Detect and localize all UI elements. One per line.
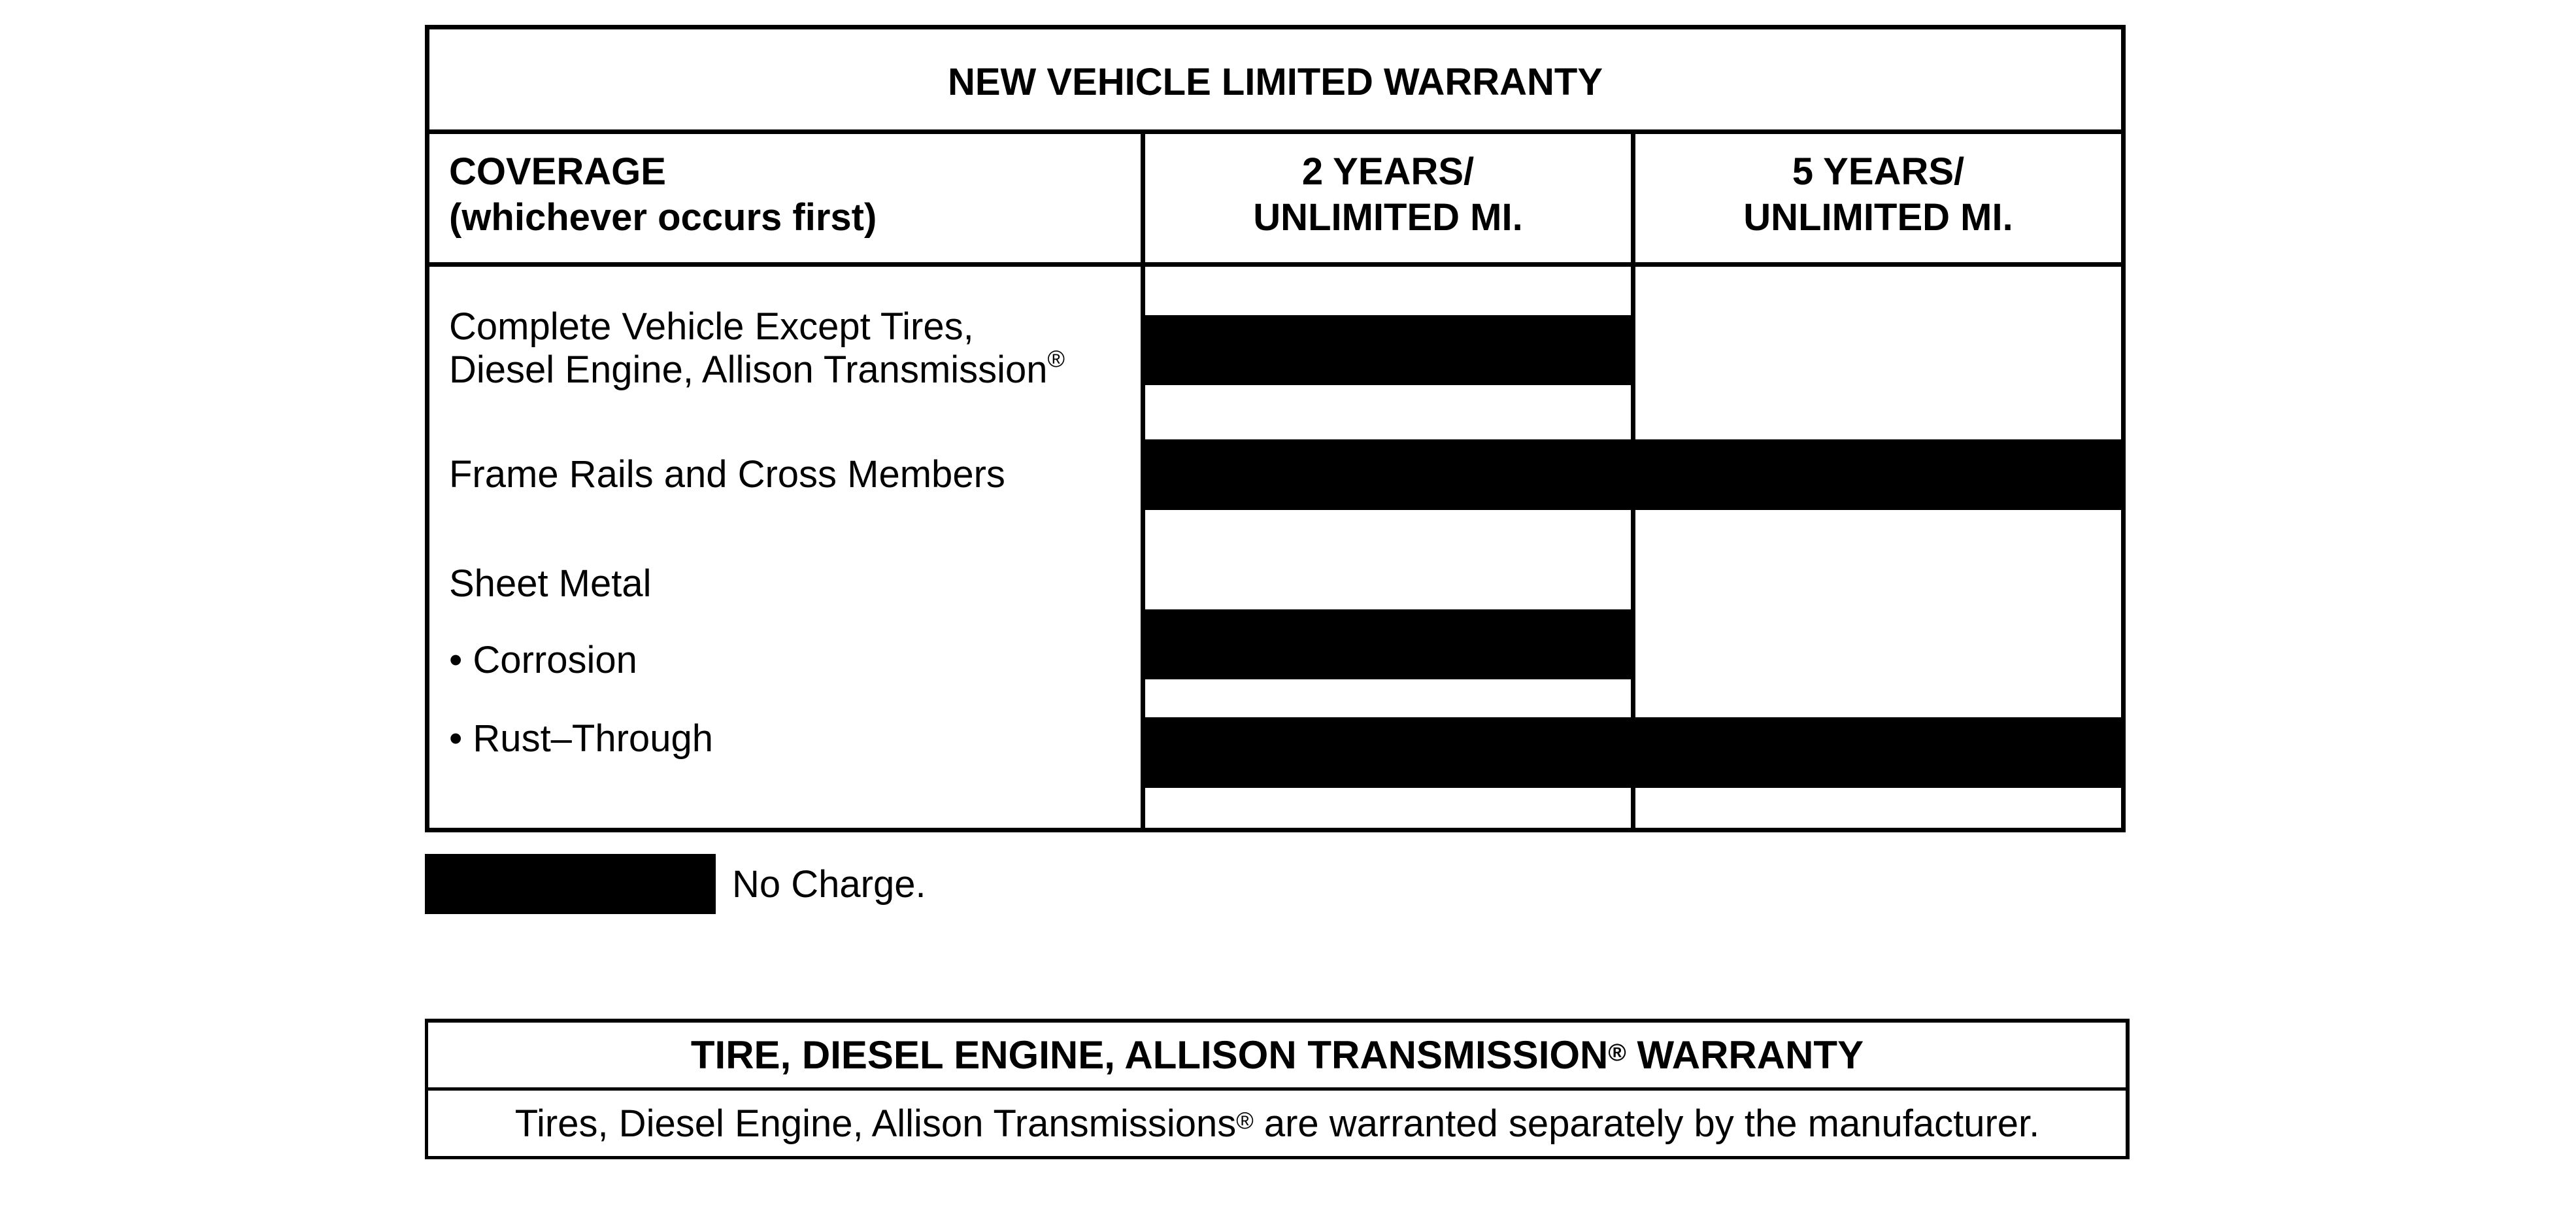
row-label-rust-through: • Rust–Through [449,717,713,760]
coverage-header [449,149,877,241]
coverage-header-line2: (whichever occurs first) [449,196,877,239]
row-label-complete-vehicle-line2-text: Diesel Engine, Allison Transmission [449,348,1048,391]
tire-warranty-body: Tires, Diesel Engine, Allison Transmissions ® are warranted separately by the manufacturer. [514,1102,2040,1145]
column-header-2-years [1145,149,1631,241]
row-label-complete-vehicle-line1: Complete Vehicle Except Tires, [449,305,974,348]
coverage-bar-frame-rails [1141,439,2126,510]
row-label-sheet-metal: Sheet Metal [449,562,652,605]
row-label-frame-rails: Frame Rails and Cross Members [449,453,1005,496]
column-header-5-years [1635,149,2121,241]
warranty-title: NEW VEHICLE LIMITED WARRANTY [947,60,1603,103]
column-header-2-years-line1: 2 YEARS/ [1301,150,1475,193]
tire-warranty-title-suffix: WARRANTY [1626,1032,1864,1077]
tire-table-bottom-border [425,1156,2130,1159]
column-header-5-years-line1: 5 YEARS/ [1792,150,1965,193]
header-divider [429,262,2121,267]
coverage-header-line1: COVERAGE [449,150,666,193]
column-header-5-years-line2: UNLIMITED MI. [1743,196,2013,239]
tire-warranty-table [425,1019,2130,1159]
tire-warranty-body-prefix: Tires, Diesel Engine, Allison Transmissions [514,1102,1237,1145]
legend-swatch [425,854,716,914]
row-label-complete-vehicle-line2 [449,345,1065,392]
tire-warranty-title-prefix: TIRE, DIESEL ENGINE, ALLISON TRANSMISSION [690,1032,1609,1077]
coverage-bar-rust-through [1141,717,2126,788]
tire-warranty-title: TIRE, DIESEL ENGINE, ALLISON TRANSMISSION ® WARRANTY [690,1032,1864,1077]
row-label-corrosion: • Corrosion [449,639,637,681]
column-header-2-years-line2: UNLIMITED MI. [1253,196,1523,239]
coverage-bar-complete-vehicle [1141,315,1635,385]
row-label-complete-vehicle [449,305,1065,392]
legend-text: No Charge. [732,863,926,906]
warranty-table [425,25,2126,832]
coverage-bar-corrosion [1141,609,1635,679]
registered-mark: ® [1047,345,1065,373]
tire-warranty-body-suffix: are warranted separately by the manufacturer. [1253,1102,2040,1145]
